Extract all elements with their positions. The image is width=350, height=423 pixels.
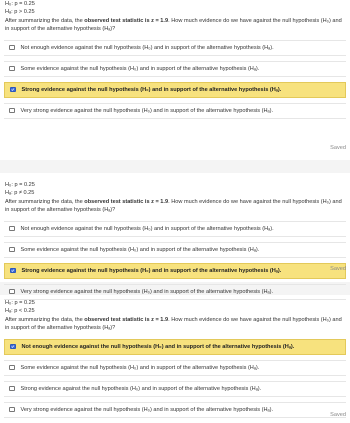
checkbox[interactable]: [9, 66, 15, 72]
checkmark-icon: [11, 344, 15, 349]
prompt-text: . How much evidence do we have against the null hypothesis (H₀) and in support of the alternative hypothesis (Hₐ)?: [5, 17, 342, 33]
test-statistic: observed test statistic is z = 1.9: [84, 17, 169, 24]
answer-option[interactable]: [4, 242, 346, 258]
option-label: Very strong evidence against the null hypothesis (H₀) and in support of the alternative hypothesis (Hₐ).: [20, 107, 274, 114]
saved-status: Saved: [330, 266, 346, 272]
question-block: [0, 300, 350, 423]
option-label: Very strong evidence against the null hypothesis (H₀) and in support of the alternative hypothesis (Hₐ).: [20, 406, 274, 413]
answer-option[interactable]: [4, 360, 346, 376]
question-block: [0, 182, 350, 305]
answer-option[interactable]: [4, 82, 346, 98]
alternative-hypothesis: Hₐ: p < 0.25: [5, 307, 35, 314]
prompt-text: After summarizing the data, the: [5, 198, 85, 205]
saved-status: Saved: [330, 412, 346, 418]
checkbox-checked[interactable]: [10, 268, 16, 274]
test-statistic: observed test statistic is z = 1.9: [84, 316, 169, 323]
answer-options: [0, 221, 350, 300]
answer-option[interactable]: [4, 40, 346, 56]
answer-option[interactable]: [4, 339, 346, 355]
option-label: Not enough evidence against the null hypothesis (H₀) and in support of the alternative hypothesis (Hₐ).: [21, 343, 295, 350]
answer-options: [0, 339, 350, 418]
test-statistic: observed test statistic is z = 1.9: [84, 198, 169, 205]
answer-option[interactable]: [4, 221, 346, 237]
null-hypothesis: H₀: p = 0.25: [5, 1, 35, 7]
checkbox[interactable]: [9, 386, 15, 392]
answer-options: [0, 40, 350, 119]
question-prompt: [0, 198, 350, 215]
answer-option[interactable]: [4, 263, 346, 279]
question-block: [0, 1, 350, 124]
prompt-text: After summarizing the data, the: [5, 316, 85, 323]
checkbox[interactable]: [9, 108, 15, 114]
checkbox[interactable]: [9, 247, 15, 253]
option-label: Very strong evidence against the null hypothesis (H₀) and in support of the alternative hypothesis (Hₐ).: [20, 288, 274, 295]
null-hypothesis: H₀: p = 0.25: [5, 300, 35, 306]
option-label: Some evidence against the null hypothesis (H₀) and in support of the alternative hypothesis (Hₐ).: [20, 65, 260, 72]
checkbox[interactable]: [9, 45, 15, 51]
checkbox[interactable]: [9, 365, 15, 371]
answer-option[interactable]: [4, 103, 346, 119]
question-prompt: [0, 316, 350, 333]
checkbox-checked[interactable]: [10, 87, 16, 93]
option-label: Strong evidence against the null hypothesis (H₀) and in support of the alternative hypothesis (Hₐ).: [20, 385, 262, 392]
checkbox-checked[interactable]: [10, 344, 16, 350]
checkbox[interactable]: [9, 289, 15, 295]
answer-option[interactable]: [4, 61, 346, 77]
prompt-text: . How much evidence do we have against the null hypothesis (H₀) and in support of the alternative hypothesis (Hₐ)?: [5, 198, 342, 214]
prompt-text: . How much evidence do we have against the null hypothesis (H₀) and in support of the alternative hypothesis (Hₐ)?: [5, 316, 342, 332]
answer-option[interactable]: [4, 381, 346, 397]
null-hypothesis: H₀: p = 0.25: [5, 182, 35, 188]
option-label: Not enough evidence against the null hypothesis (H₀) and in support of the alternative hypothesis (Hₐ).: [20, 225, 274, 232]
answer-option[interactable]: [4, 402, 346, 418]
option-label: Strong evidence against the null hypothesis (H₀) and in support of the alternative hypothesis (Hₐ).: [21, 86, 282, 93]
checkmark-icon: [11, 87, 15, 92]
alternative-hypothesis: Hₐ: p > 0.25: [5, 8, 35, 15]
option-label: Not enough evidence against the null hypothesis (H₀) and in support of the alternative hypothesis (Hₐ).: [20, 44, 274, 51]
checkbox[interactable]: [9, 226, 15, 232]
section-divider: [0, 160, 350, 173]
checkmark-icon: [11, 268, 15, 273]
answer-option[interactable]: [4, 284, 346, 300]
checkbox[interactable]: [9, 407, 15, 413]
option-label: Some evidence against the null hypothesis (H₀) and in support of the alternative hypothesis (Hₐ).: [20, 364, 260, 371]
saved-status: Saved: [330, 145, 346, 151]
alternative-hypothesis: Hₐ: p ≠ 0.25: [5, 189, 35, 196]
question-prompt: [0, 17, 350, 34]
prompt-text: After summarizing the data, the: [5, 17, 85, 24]
option-label: Strong evidence against the null hypothesis (H₀) and in support of the alternative hypothesis (Hₐ).: [21, 267, 282, 274]
option-label: Some evidence against the null hypothesis (H₀) and in support of the alternative hypothesis (Hₐ).: [20, 246, 260, 253]
